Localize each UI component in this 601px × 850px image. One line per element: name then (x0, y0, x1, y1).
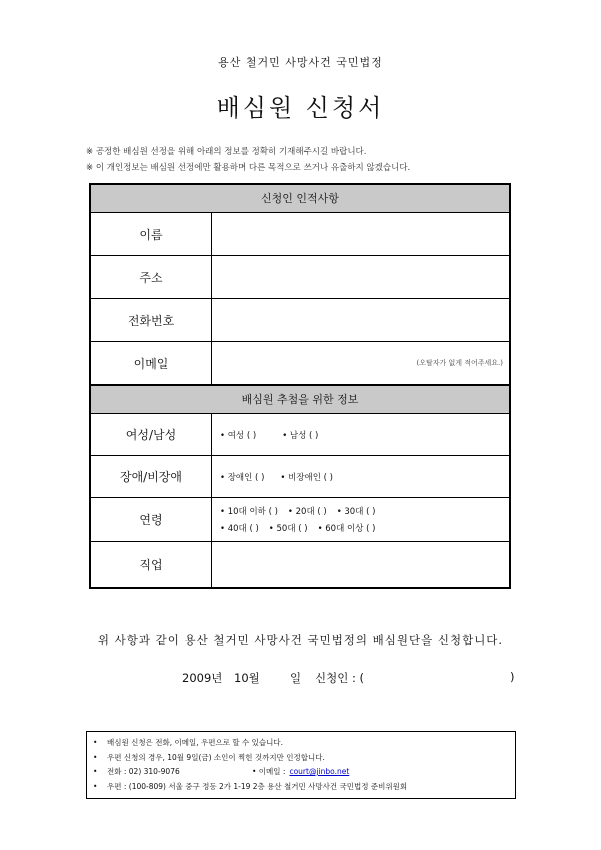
age-option-20s[interactable]: • 20대 ( ) (287, 507, 327, 517)
name-field[interactable] (212, 213, 509, 255)
job-row (91, 542, 509, 587)
application-form (89, 183, 511, 589)
section-header-personal: 신청인 인적사항 (91, 185, 509, 213)
gender-option-female[interactable]: • 여성 ( ) (220, 431, 257, 441)
declaration-text: 위 사항과 같이 용산 철거민 사망사건 국민법정의 배심원단을 신청합니다. (97, 633, 504, 647)
phone-field[interactable] (212, 299, 509, 341)
gender-options (212, 414, 509, 455)
document-title: 배심원 신청서 (216, 94, 385, 122)
address-label: 주소 (91, 256, 212, 298)
applicant-close: ) (510, 670, 515, 684)
date-year: 2009년 (182, 671, 223, 685)
notice-item: ※ 공정한 배심원 선정을 위해 아래의 정보를 정확히 기재해주시길 바랍니다. (86, 147, 367, 157)
age-option-30s[interactable]: • 30대 ( ) (336, 507, 376, 517)
info-mail-address: 우편 : (100-809) 서울 중구 정동 2가 1-19 2층 용산 철거민 사망사건 국민법정 준비위원회 (107, 781, 408, 791)
age-options (212, 498, 509, 541)
age-option-40s[interactable]: • 40대 ( ) (220, 524, 259, 534)
bullet-icon: • (93, 781, 98, 791)
info-email-label: • 이메일 : (252, 767, 286, 776)
bullet-icon: • (93, 752, 98, 762)
applicant-label: 신청인 : ( (315, 671, 364, 685)
email-hint: (오탈자가 없게 적어주세요.) (416, 359, 503, 367)
disability-options (212, 456, 509, 497)
gender-label: 여성/남성 (91, 414, 212, 455)
age-option-50s[interactable]: • 50대 ( ) (268, 524, 308, 534)
gender-row (91, 414, 509, 456)
age-option-10s[interactable]: • 10대 이하 ( ) (220, 507, 278, 517)
job-label: 직업 (91, 542, 212, 587)
age-row (91, 498, 509, 542)
info-line (93, 765, 515, 780)
info-method: 배심원 신청은 전화, 이메일, 우편으로 할 수 있습니다. (107, 738, 283, 747)
info-mail-deadline: 우편 신청의 경우, 10월 9일(금) 소인이 찍힌 것까지만 인정합니다. (107, 752, 325, 762)
gender-option-male[interactable]: • 남성 ( ) (282, 431, 319, 441)
info-line (93, 751, 515, 766)
phone-row (91, 299, 509, 342)
email-link[interactable]: court@jinbo.net (289, 767, 350, 776)
address-field[interactable] (212, 256, 509, 298)
disability-row (91, 456, 509, 498)
date-line (182, 670, 515, 686)
email-field[interactable] (212, 342, 509, 384)
notice-item: ※ 이 개인정보는 배심원 선정에만 활용하며 다른 목적으로 쓰거나 유출하지 않겠습니다. (86, 163, 411, 173)
info-line (93, 780, 515, 795)
age-label: 연령 (91, 498, 212, 541)
job-field[interactable] (212, 542, 509, 587)
name-row (91, 213, 509, 256)
disability-label: 장애/비장애 (91, 456, 212, 497)
document-subtitle: 용산 철거민 사망사건 국민법정 (218, 56, 383, 69)
bullet-icon: • (93, 767, 98, 776)
disability-option-no[interactable]: • 비장애인 ( ) (280, 473, 333, 483)
notice-list (86, 144, 410, 176)
application-info-box (86, 731, 516, 799)
info-phone: 전화 : 02) 310-9076 (107, 767, 180, 776)
date-month: 10월 (234, 671, 260, 685)
disability-option-yes[interactable]: • 장애인 ( ) (220, 473, 265, 483)
email-label: 이메일 (91, 342, 212, 384)
email-row (91, 342, 509, 385)
date-day: 일 (290, 671, 302, 685)
phone-label: 전화번호 (91, 299, 212, 341)
section-header-selection: 배심원 추첨을 위한 정보 (91, 385, 509, 414)
address-row (91, 256, 509, 299)
bullet-icon: • (93, 738, 98, 747)
name-label: 이름 (91, 213, 212, 255)
info-line (93, 736, 515, 751)
age-option-60s[interactable]: • 60대 이상 ( ) (317, 524, 376, 534)
